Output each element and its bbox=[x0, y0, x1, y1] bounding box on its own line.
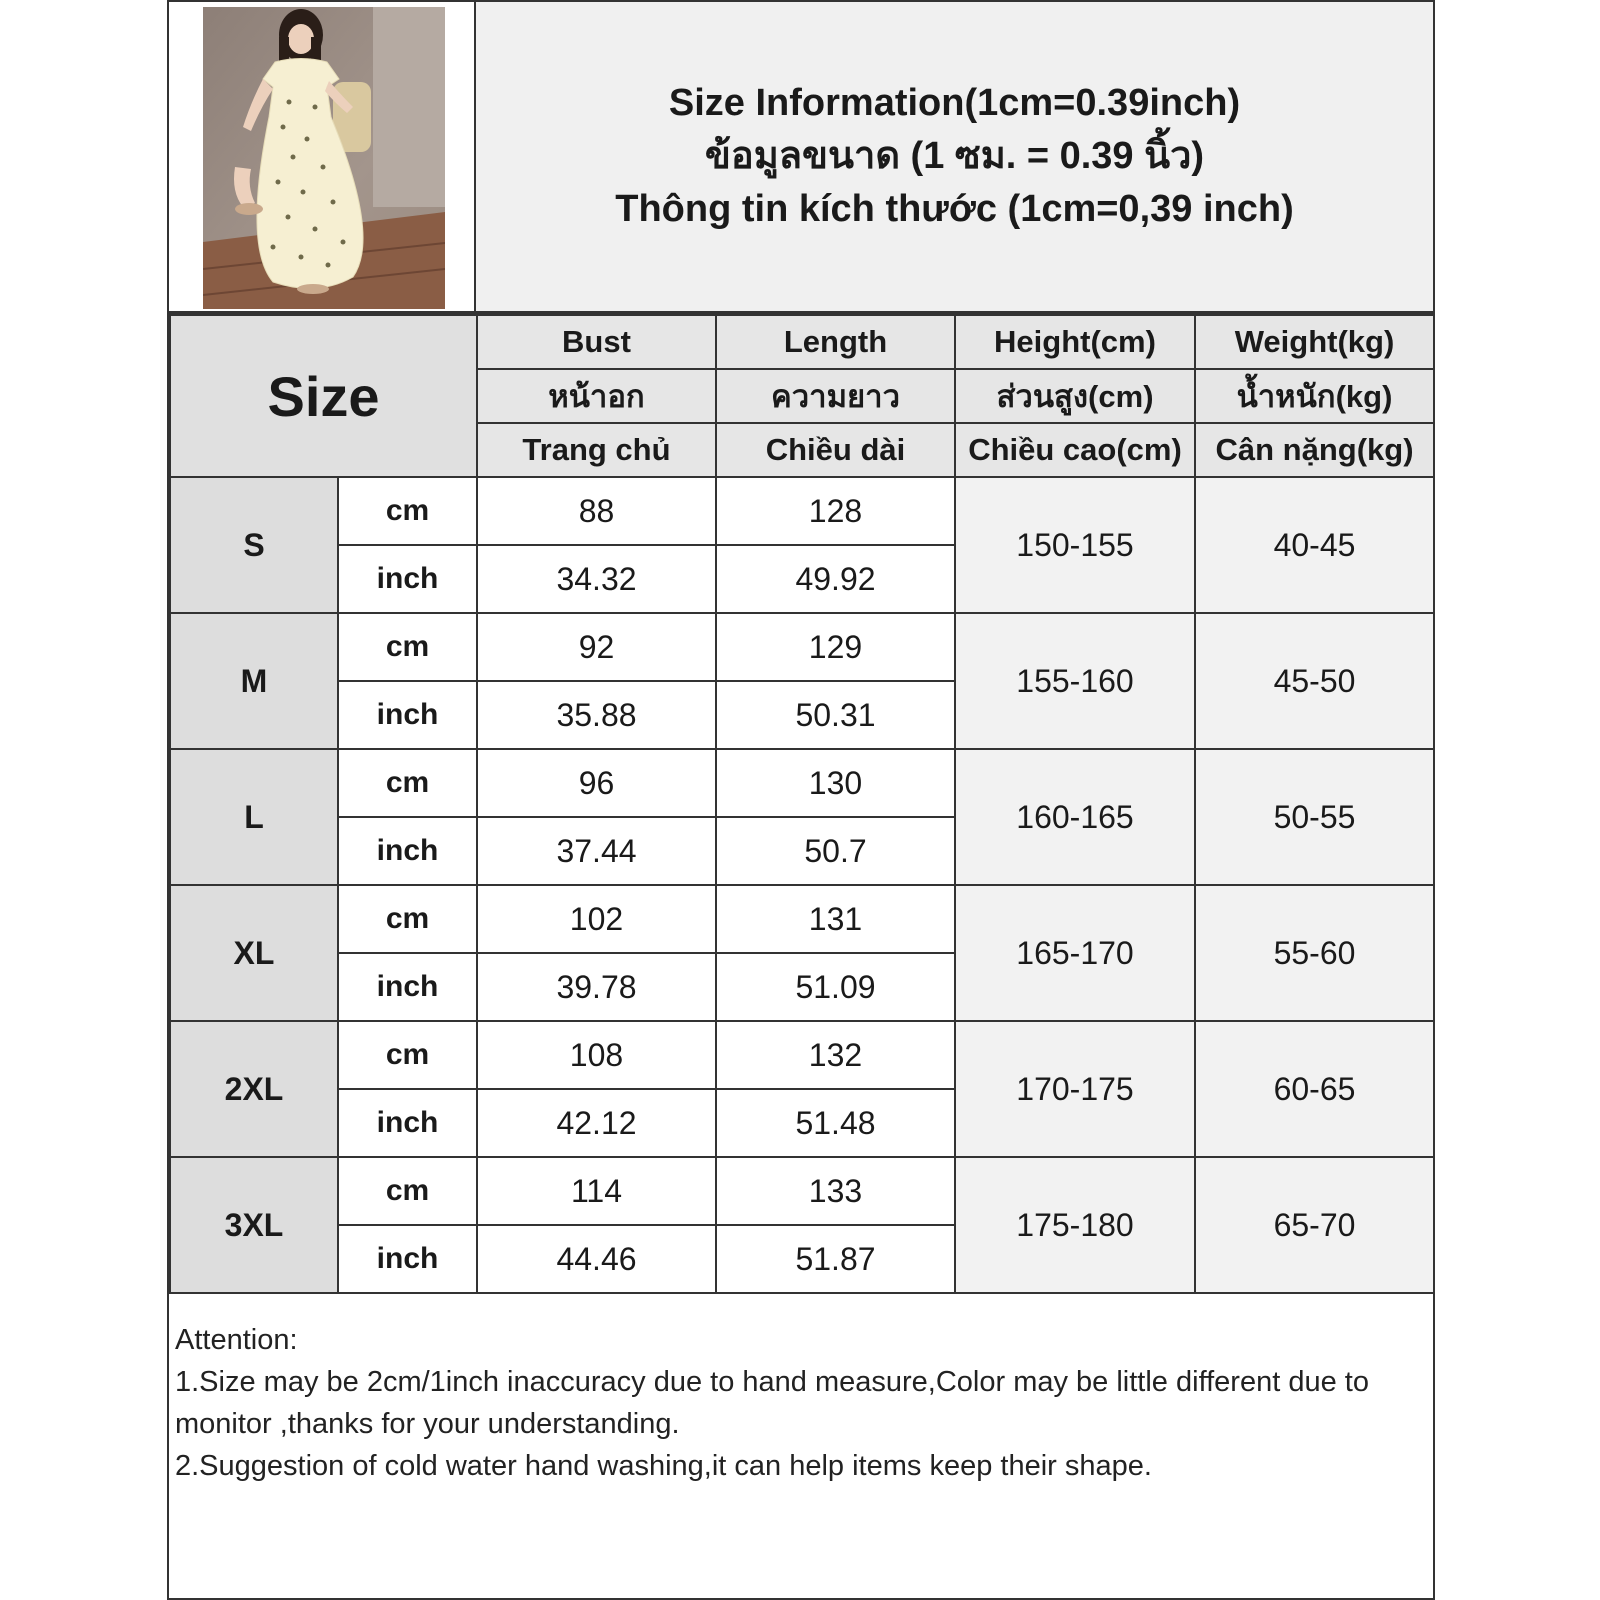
height-range-cell: 150-155 bbox=[955, 477, 1195, 613]
size-table bbox=[169, 314, 1435, 1294]
column-header-length: Length bbox=[716, 315, 955, 369]
column-header-height-thai: ส่วนสูง(cm) bbox=[955, 369, 1195, 423]
length-cm-cell: 129 bbox=[716, 613, 955, 681]
height-range-cell: 165-170 bbox=[955, 885, 1195, 1021]
bust-cm-cell: 92 bbox=[477, 613, 716, 681]
bust-cm-cell: 96 bbox=[477, 749, 716, 817]
unit-cm: cm bbox=[338, 1021, 477, 1089]
bust-inch-cell: 37.44 bbox=[477, 817, 716, 885]
bust-inch-cell: 39.78 bbox=[477, 953, 716, 1021]
note-line-2: 2.Suggestion of cold water hand washing,it can help items keep their shape. bbox=[175, 1450, 1152, 1482]
unit-inch: inch bbox=[338, 817, 477, 885]
column-header-bust-thai: หน้าอก bbox=[477, 369, 716, 423]
bust-inch-cell: 35.88 bbox=[477, 681, 716, 749]
length-cm-cell: 131 bbox=[716, 885, 955, 953]
chart-header bbox=[169, 0, 1433, 314]
unit-cm: cm bbox=[338, 613, 477, 681]
height-range-cell: 155-160 bbox=[955, 613, 1195, 749]
attention-notes bbox=[169, 1315, 1433, 1491]
bust-inch-cell: 34.32 bbox=[477, 545, 716, 613]
table-row bbox=[170, 749, 1434, 817]
length-cm-cell: 130 bbox=[716, 749, 955, 817]
size-label: L bbox=[170, 749, 338, 885]
size-header: Size bbox=[170, 315, 477, 477]
unit-inch: inch bbox=[338, 1225, 477, 1293]
height-range-cell: 170-175 bbox=[955, 1021, 1195, 1157]
table-row bbox=[170, 1157, 1434, 1225]
bust-cm-cell: 102 bbox=[477, 885, 716, 953]
unit-inch: inch bbox=[338, 545, 477, 613]
size-label: 2XL bbox=[170, 1021, 338, 1157]
column-header-length-thai: ความยาว bbox=[716, 369, 955, 423]
column-header-length-vietnamese: Chiều dài bbox=[716, 423, 955, 477]
table-row bbox=[170, 1021, 1434, 1089]
length-inch-cell: 51.87 bbox=[716, 1225, 955, 1293]
unit-cm: cm bbox=[338, 749, 477, 817]
title-vietnamese: Thông tin kích thước (1cm=0,39 inch) bbox=[615, 188, 1294, 230]
size-label: S bbox=[170, 477, 338, 613]
bust-inch-cell: 44.46 bbox=[477, 1225, 716, 1293]
unit-inch: inch bbox=[338, 681, 477, 749]
length-inch-cell: 51.48 bbox=[716, 1089, 955, 1157]
size-chart-sheet bbox=[167, 0, 1435, 1600]
notes-heading: Attention: bbox=[175, 1324, 298, 1356]
weight-range-cell: 60-65 bbox=[1195, 1021, 1434, 1157]
length-cm-cell: 132 bbox=[716, 1021, 955, 1089]
unit-cm: cm bbox=[338, 1157, 477, 1225]
height-range-cell: 160-165 bbox=[955, 749, 1195, 885]
unit-cm: cm bbox=[338, 477, 477, 545]
length-inch-cell: 50.7 bbox=[716, 817, 955, 885]
column-header-weight: Weight(kg) bbox=[1195, 315, 1434, 369]
table-row bbox=[170, 477, 1434, 545]
column-header-height-vietnamese: Chiều cao(cm) bbox=[955, 423, 1195, 477]
note-line-1: 1.Size may be 2cm/1inch inaccuracy due to hand measure,Color may be little different due to monitor ,thanks for your understanding. bbox=[175, 1366, 1378, 1440]
bust-cm-cell: 88 bbox=[477, 477, 716, 545]
column-header-height: Height(cm) bbox=[955, 315, 1195, 369]
length-inch-cell: 49.92 bbox=[716, 545, 955, 613]
product-photo bbox=[203, 7, 445, 309]
unit-cm: cm bbox=[338, 885, 477, 953]
title-cell bbox=[476, 2, 1433, 311]
weight-range-cell: 45-50 bbox=[1195, 613, 1434, 749]
column-header-bust-vietnamese: Trang chủ bbox=[477, 423, 716, 477]
length-cm-cell: 128 bbox=[716, 477, 955, 545]
weight-range-cell: 40-45 bbox=[1195, 477, 1434, 613]
length-inch-cell: 51.09 bbox=[716, 953, 955, 1021]
length-inch-cell: 50.31 bbox=[716, 681, 955, 749]
title-thai: ข้อมูลขนาด (1 ซม. = 0.39 นิ้ว) bbox=[704, 135, 1205, 177]
unit-inch: inch bbox=[338, 1089, 477, 1157]
size-label: 3XL bbox=[170, 1157, 338, 1293]
header-row-english bbox=[170, 315, 1434, 369]
weight-range-cell: 65-70 bbox=[1195, 1157, 1434, 1293]
bust-cm-cell: 108 bbox=[477, 1021, 716, 1089]
column-header-weight-vietnamese: Cân nặng(kg) bbox=[1195, 423, 1434, 477]
table-row bbox=[170, 885, 1434, 953]
weight-range-cell: 50-55 bbox=[1195, 749, 1434, 885]
table-row bbox=[170, 613, 1434, 681]
unit-inch: inch bbox=[338, 953, 477, 1021]
length-cm-cell: 133 bbox=[716, 1157, 955, 1225]
size-label: XL bbox=[170, 885, 338, 1021]
bust-inch-cell: 42.12 bbox=[477, 1089, 716, 1157]
title-english: Size Information(1cm=0.39inch) bbox=[668, 82, 1241, 124]
size-label: M bbox=[170, 613, 338, 749]
product-photo-cell bbox=[169, 2, 476, 311]
bust-cm-cell: 114 bbox=[477, 1157, 716, 1225]
weight-range-cell: 55-60 bbox=[1195, 885, 1434, 1021]
height-range-cell: 175-180 bbox=[955, 1157, 1195, 1293]
column-header-bust: Bust bbox=[477, 315, 716, 369]
column-header-weight-thai: น้ำหนัก(kg) bbox=[1195, 369, 1434, 423]
